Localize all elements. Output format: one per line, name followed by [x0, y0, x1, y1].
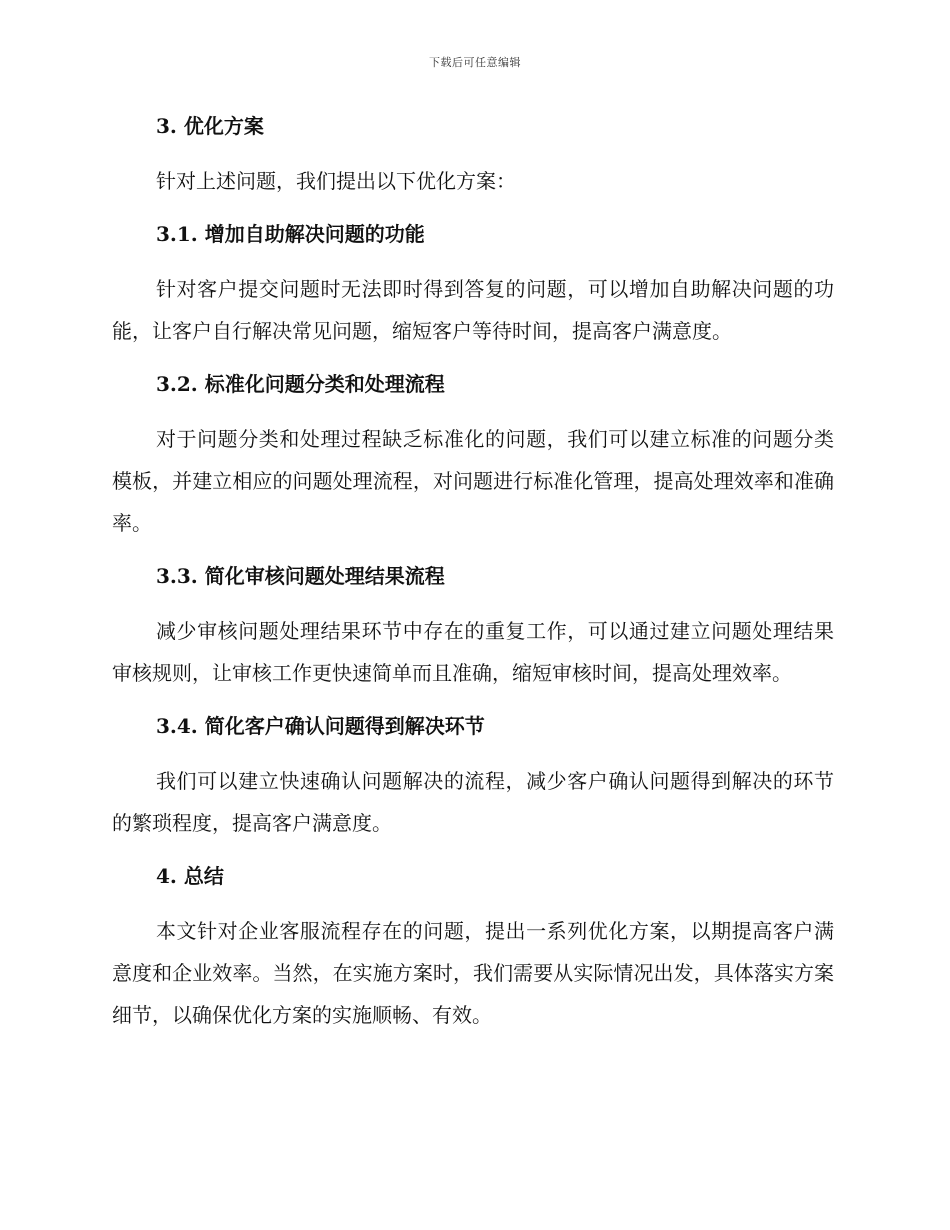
para-3-1: 针对客户提交问题时无法即时得到答复的问题，可以增加自助解决问题的功能，让客户自行解决常见问题，缩短客户等待时间，提高客户满意度。	[112, 277, 834, 343]
para-3-4: 我们可以建立快速确认问题解决的流程，减少客户确认问题得到解决的环节的繁琐程度，提高客户满意度。	[112, 769, 834, 835]
para-4: 本文针对企业客服流程存在的问题，提出一系列优化方案，以期提高客户满意度和企业效率。当然，在实施方案时，我们需要从实际情况出发，具体落实方案细节，以确保优化方案的实施顺畅、有效。	[112, 919, 834, 1027]
heading-3-3: 3.3. 简化审核问题处理结果流程	[156, 564, 445, 588]
para-3-2: 对于问题分类和处理过程缺乏标准化的问题，我们可以建立标准的问题分类模板，并建立相应的问题处理流程，对问题进行标准化管理，提高处理效率和准确率。	[112, 427, 834, 535]
heading-4: 4. 总结	[156, 864, 224, 888]
heading-3: 3. 优化方案	[156, 114, 264, 138]
heading-3-1: 3.1. 增加自助解决问题的功能	[156, 222, 425, 246]
heading-3-2: 3.2. 标准化问题分类和处理流程	[156, 372, 445, 396]
para-3-intro: 针对上述问题，我们提出以下优化方案：	[156, 169, 516, 193]
document-body	[112, 106, 834, 1048]
para-3-3: 减少审核问题处理结果环节中存在的重复工作，可以通过建立问题处理结果审核规则，让审核工作更快速简单而且准确，缩短审核时间，提高处理效率。	[112, 619, 834, 685]
page-header: 下载后可任意编辑	[429, 56, 521, 69]
heading-3-4: 3.4. 简化客户确认问题得到解决环节	[156, 714, 485, 738]
